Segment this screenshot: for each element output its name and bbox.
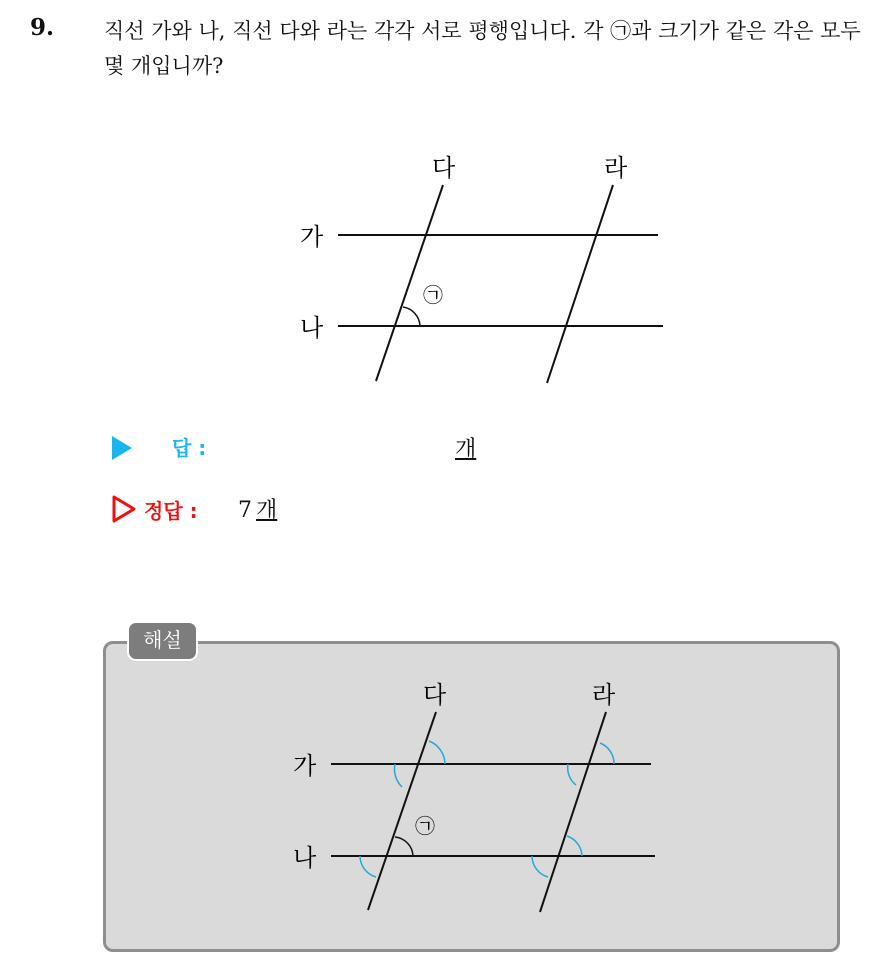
label-na: 나 (300, 314, 324, 342)
explanation-title: 해설 (127, 621, 198, 661)
answer-label: 답 : (172, 436, 207, 460)
question-text: 직선 가와 나, 직선 다와 라는 각각 서로 평행입니다. 각 ㉠과 크기가 같은 각은 모두 몇 개입니까? (104, 19, 861, 78)
correct-value-number: 7 (238, 498, 252, 523)
correct-value-unit: 개 (256, 498, 278, 523)
correct-answer-label: 정답 : (144, 499, 198, 523)
expl-angle-target (395, 837, 413, 856)
expl-label-ga: 가 (293, 752, 317, 780)
label-angle: ㉠ (423, 283, 443, 307)
answer-unit: 개 (455, 437, 477, 462)
expl-line-ra (540, 712, 606, 912)
label-da: 다 (432, 154, 456, 182)
expl-label-angle: ㉠ (415, 814, 435, 838)
label-ra: 라 (604, 154, 628, 182)
equal-angle-5 (360, 856, 376, 877)
expl-line-da (368, 712, 436, 910)
expl-label-da: 다 (423, 681, 447, 709)
equal-angle-1 (429, 741, 445, 764)
expl-label-ra: 라 (592, 681, 616, 709)
equal-angle-6 (532, 856, 548, 877)
equal-angle-7 (567, 836, 582, 856)
equal-angle-2 (394, 764, 402, 787)
label-ga: 가 (300, 223, 324, 251)
equal-angle-3 (600, 743, 614, 764)
question-number: 9. (30, 14, 55, 41)
expl-label-na: 나 (293, 844, 317, 872)
equal-angle-4 (568, 764, 576, 785)
